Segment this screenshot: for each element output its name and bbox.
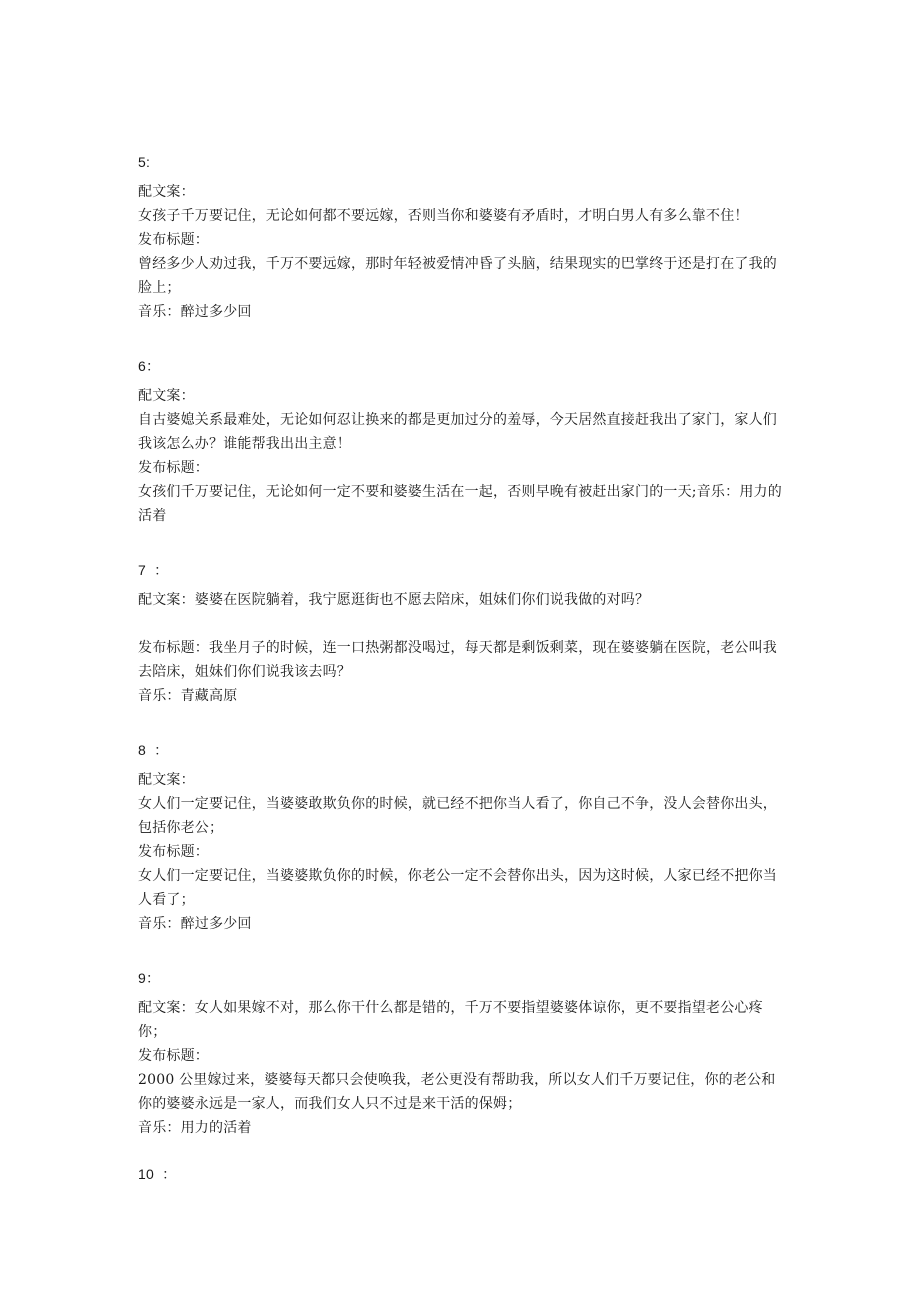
section-9 bbox=[138, 966, 783, 1140]
caption-label: 配文案： bbox=[138, 388, 195, 404]
section-6 bbox=[138, 354, 783, 528]
music-line: 音乐：青藏高原 bbox=[138, 688, 238, 704]
title-label: 发布标题： bbox=[138, 844, 209, 860]
caption-text: 女孩子千万要记住，无论如何都不要远嫁，否则当你和婆婆有矛盾时，才明白男人有多么靠不住！ bbox=[138, 208, 749, 224]
section-5 bbox=[138, 150, 783, 324]
title-label: 发布标题： bbox=[138, 1048, 209, 1064]
music-line: 音乐：醉过多少回 bbox=[138, 916, 252, 932]
section-heading: 6： bbox=[138, 358, 161, 374]
title-label: 发布标题： bbox=[138, 460, 209, 476]
title-text: 2000 公里嫁过来，婆婆每天都只会使唤我，老公更没有帮助我，所以女人们千万要记住，你的老公和你的婆婆永远是一家人，而我们女人只不过是来干活的保姆； bbox=[138, 1072, 776, 1112]
document-body bbox=[138, 150, 783, 1186]
section-7 bbox=[138, 558, 783, 708]
music-line: 音乐：醉过多少回 bbox=[138, 304, 252, 320]
section-heading: 8 ： bbox=[138, 742, 169, 758]
caption-label: 配文案： bbox=[138, 772, 195, 788]
title-text: 曾经多少人劝过我，千万不要远嫁，那时年轻被爱情冲昏了头脑，结果现实的巴掌终于还是打在了我的脸上； bbox=[138, 256, 777, 296]
caption-text: 配文案：女人如果嫁不对，那么你干什么都是错的，千万不要指望婆婆体谅你，更不要指望老公心疼你； bbox=[138, 1000, 763, 1040]
caption-text: 配文案：婆婆在医院躺着，我宁愿逛街也不愿去陪床，姐妹们你们说我做的对吗？ bbox=[138, 592, 650, 608]
section-10 bbox=[138, 1162, 783, 1186]
title-label: 发布标题： bbox=[138, 232, 209, 248]
music-line: 音乐：用力的活着 bbox=[138, 1120, 252, 1136]
title-text: 发布标题：我坐月子的时候，连一口热粥都没喝过，每天都是剩饭剩菜，现在婆婆躺在医院，老公叫我去陪床，姐妹们你们说我该去吗？ bbox=[138, 640, 777, 680]
section-heading: 10 ： bbox=[138, 1166, 177, 1182]
section-heading: 7 ： bbox=[138, 562, 169, 578]
title-text-with-music: 女孩们千万要记住，无论如何一定不要和婆婆生活在一起，否则早晚有被赶出家门的一天;音乐：用力的活着 bbox=[138, 484, 782, 524]
blank-line bbox=[138, 612, 783, 636]
caption-label: 配文案： bbox=[138, 184, 195, 200]
section-heading: 5: bbox=[138, 154, 151, 170]
section-8 bbox=[138, 738, 783, 936]
title-text: 女人们一定要记住，当婆婆欺负你的时候，你老公一定不会替你出头，因为这时候，人家已经不把你当人看了； bbox=[138, 868, 777, 908]
caption-text: 自古婆媳关系最难处，无论如何忍让换来的都是更加过分的羞辱，今天居然直接赶我出了家门，家人们我该怎么办？谁能帮我出出主意！ bbox=[138, 412, 777, 452]
section-heading: 9： bbox=[138, 970, 161, 986]
caption-text: 女人们一定要记住，当婆婆敢欺负你的时候，就已经不把你当人看了，你自己不争，没人会替你出头，包括你老公； bbox=[138, 796, 777, 836]
